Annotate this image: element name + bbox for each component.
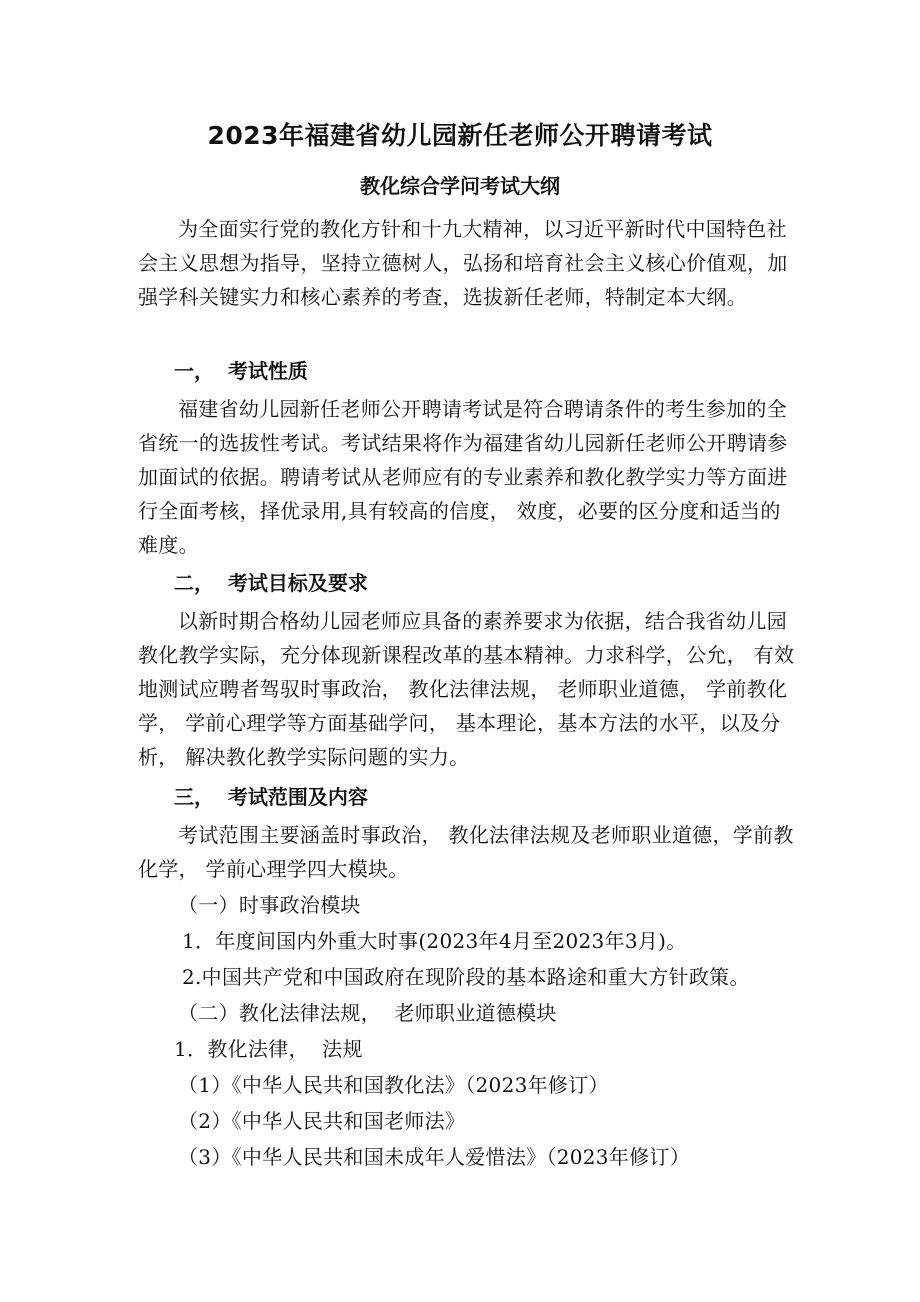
section-heading-1: 一， 考试性质 xyxy=(174,359,308,383)
intro-paragraph: 为全面实行党的教化方针和十九大精神，以习近平新时代中国特色社会主义思想为指导，坚持立德树人，弘扬和培育社会主义核心价值观，加强学科关键实力和核心素养的考查，选拔新任老师，特制定本大纲。 xyxy=(138,217,788,309)
list-item: （二）教化法律法规， 老师职业道德模块 xyxy=(178,1001,557,1025)
section-paragraph-2: 以新时期合格幼儿园老师应具备的素养要求为依据，结合我省幼儿园教化教学实际，充分体现新课程改革的基本精神。力求科学，公允， 有效地测试应聘者驾驭时事政治， 教化法律法规， 老师职业道德， 学前教化学， 学前心理学等方面基础学问， 基本理论，基本方法的水平，以及分析， 解决教化教学实际问题的实力。 xyxy=(138,609,795,769)
document-title: 2023年福建省幼儿园新任老师公开聘请考试 xyxy=(207,121,713,150)
list-item: 1．教化法律， 法规 xyxy=(174,1037,363,1061)
list-item: 1．年度间国内外重大时事(2023年4月至2023年3月)。 xyxy=(182,929,687,953)
list-item: 2.中国共产党和中国政府在现阶段的基本路途和重大方针政策。 xyxy=(182,965,750,989)
section-paragraph-1: 福建省幼儿园新任老师公开聘请考试是符合聘请条件的考生参加的全省统一的选拔性考试。考试结果将作为福建省幼儿园新任老师公开聘请参加面试的依据。聘请考试从老师应有的专业素养和教化教学实力等方面进行全面考核，择优录用,具有较高的信度， 效度，必要的区分度和适当的难度。 xyxy=(138,397,788,557)
list-item: （1）《中华人民共和国教化法》（2023年修订） xyxy=(178,1073,609,1097)
section-paragraph-3: 考试范围主要涵盖时事政治， 教化法律法规及老师职业道德，学前教化学， 学前心理学四大模块。 xyxy=(138,823,794,881)
list-item: （2）《中华人民共和国老师法》 xyxy=(178,1109,466,1133)
document-subtitle: 教化综合学问考试大纲 xyxy=(360,174,560,198)
list-item: （3）《中华人民共和国未成年人爱惜法》（2023年修订） xyxy=(178,1145,691,1169)
section-heading-2: 二， 考试目标及要求 xyxy=(174,571,368,595)
list-item: （一）时事政治模块 xyxy=(178,893,361,917)
section-heading-3: 三， 考试范围及内容 xyxy=(174,785,368,809)
